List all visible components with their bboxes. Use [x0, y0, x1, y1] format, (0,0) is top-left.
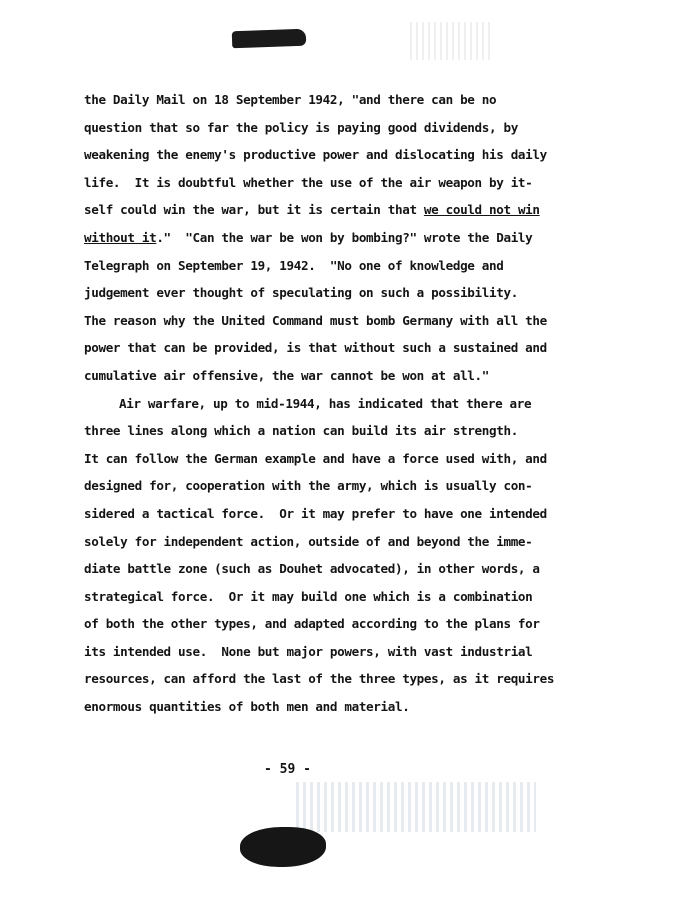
text-line-7-text: Telegraph on September 19, 1942. "No one of knowledge and	[84, 257, 504, 273]
text-line-17-text: solely for independent action, outside of and beyond the imme-	[84, 533, 533, 549]
text-line-1	[84, 86, 554, 114]
text-line-4	[84, 169, 554, 197]
text-line-19	[84, 583, 554, 611]
text-line-16	[84, 500, 554, 528]
text-line-1-text: the Daily Mail on 18 September 1942, "and there can be no	[84, 92, 497, 107]
text-line-14-text: It can follow the German example and have a force used with, and	[84, 450, 547, 466]
underlined-phrase-part-1: we could not win	[423, 202, 540, 218]
text-line-23	[84, 693, 554, 721]
text-line-11	[84, 362, 554, 390]
redaction-mark-bottom	[240, 827, 326, 867]
redaction-mark-top	[232, 29, 307, 49]
text-line-4-text: life. It is doubtful whether the use of the air weapon by it-	[84, 174, 533, 190]
text-line-5	[84, 196, 554, 224]
text-line-12-text: Air warfare, up to mid-1944, has indicated that there are	[119, 395, 532, 411]
text-line-19-text: strategical force. Or it may build one which is a combination	[84, 588, 533, 604]
text-line-12	[84, 390, 554, 418]
text-line-13-text: three lines along which a nation can build its air strength.	[84, 423, 518, 439]
text-line-21	[84, 638, 554, 666]
text-line-16-text: sidered a tactical force. Or it may prefer to have one intended	[84, 505, 547, 521]
text-line-6	[84, 224, 554, 252]
text-line-10-text: power that can be provided, is that without such a sustained and	[84, 340, 547, 356]
underlined-phrase-part-2: without it	[84, 229, 157, 245]
body-text	[84, 86, 554, 721]
text-line-20-text: of both the other types, and adapted according to the plans for	[84, 616, 540, 632]
text-line-9-text: The reason why the United Command must bomb Germany with all the	[84, 312, 547, 328]
text-line-17	[84, 528, 554, 556]
text-line-20	[84, 610, 554, 638]
faint-stamp-top	[410, 22, 490, 60]
text-line-3	[84, 141, 554, 169]
text-line-9	[84, 307, 554, 335]
text-line-10	[84, 334, 554, 362]
text-line-8	[84, 279, 554, 307]
text-line-14	[84, 445, 554, 473]
text-line-2	[84, 114, 554, 142]
text-line-8-text: judgement ever thought of speculating on such a possibility.	[84, 285, 518, 301]
page-number: - 59 -	[264, 762, 311, 777]
text-line-3-text: weakening the enemy's productive power and dislocating his daily	[84, 147, 547, 163]
text-line-7	[84, 252, 554, 280]
text-line-15-text: designed for, cooperation with the army, which is usually con-	[84, 478, 533, 494]
text-line-21-text: its intended use. None but major powers, with vast industrial	[84, 643, 533, 659]
text-line-18	[84, 555, 554, 583]
text-line-22	[84, 665, 554, 693]
text-line-2-text: question that so far the policy is paying good dividends, by	[84, 119, 518, 135]
text-line-11-text: cumulative air offensive, the war cannot be won at all."	[84, 367, 489, 383]
text-line-5-text: self could win the war, but it is certain that	[84, 202, 424, 218]
text-line-13	[84, 417, 554, 445]
faint-stamp-bottom	[296, 782, 536, 832]
text-line-15	[84, 472, 554, 500]
text-line-18-text: diate battle zone (such as Douhet advocated), in other words, a	[84, 561, 540, 577]
text-line-6-text: ." "Can the war be won by bombing?" wrote the Daily	[156, 229, 533, 245]
text-line-22-text: resources, can afford the last of the three types, as it requires	[84, 671, 555, 687]
text-line-23-text: enormous quantities of both men and material.	[84, 699, 410, 715]
